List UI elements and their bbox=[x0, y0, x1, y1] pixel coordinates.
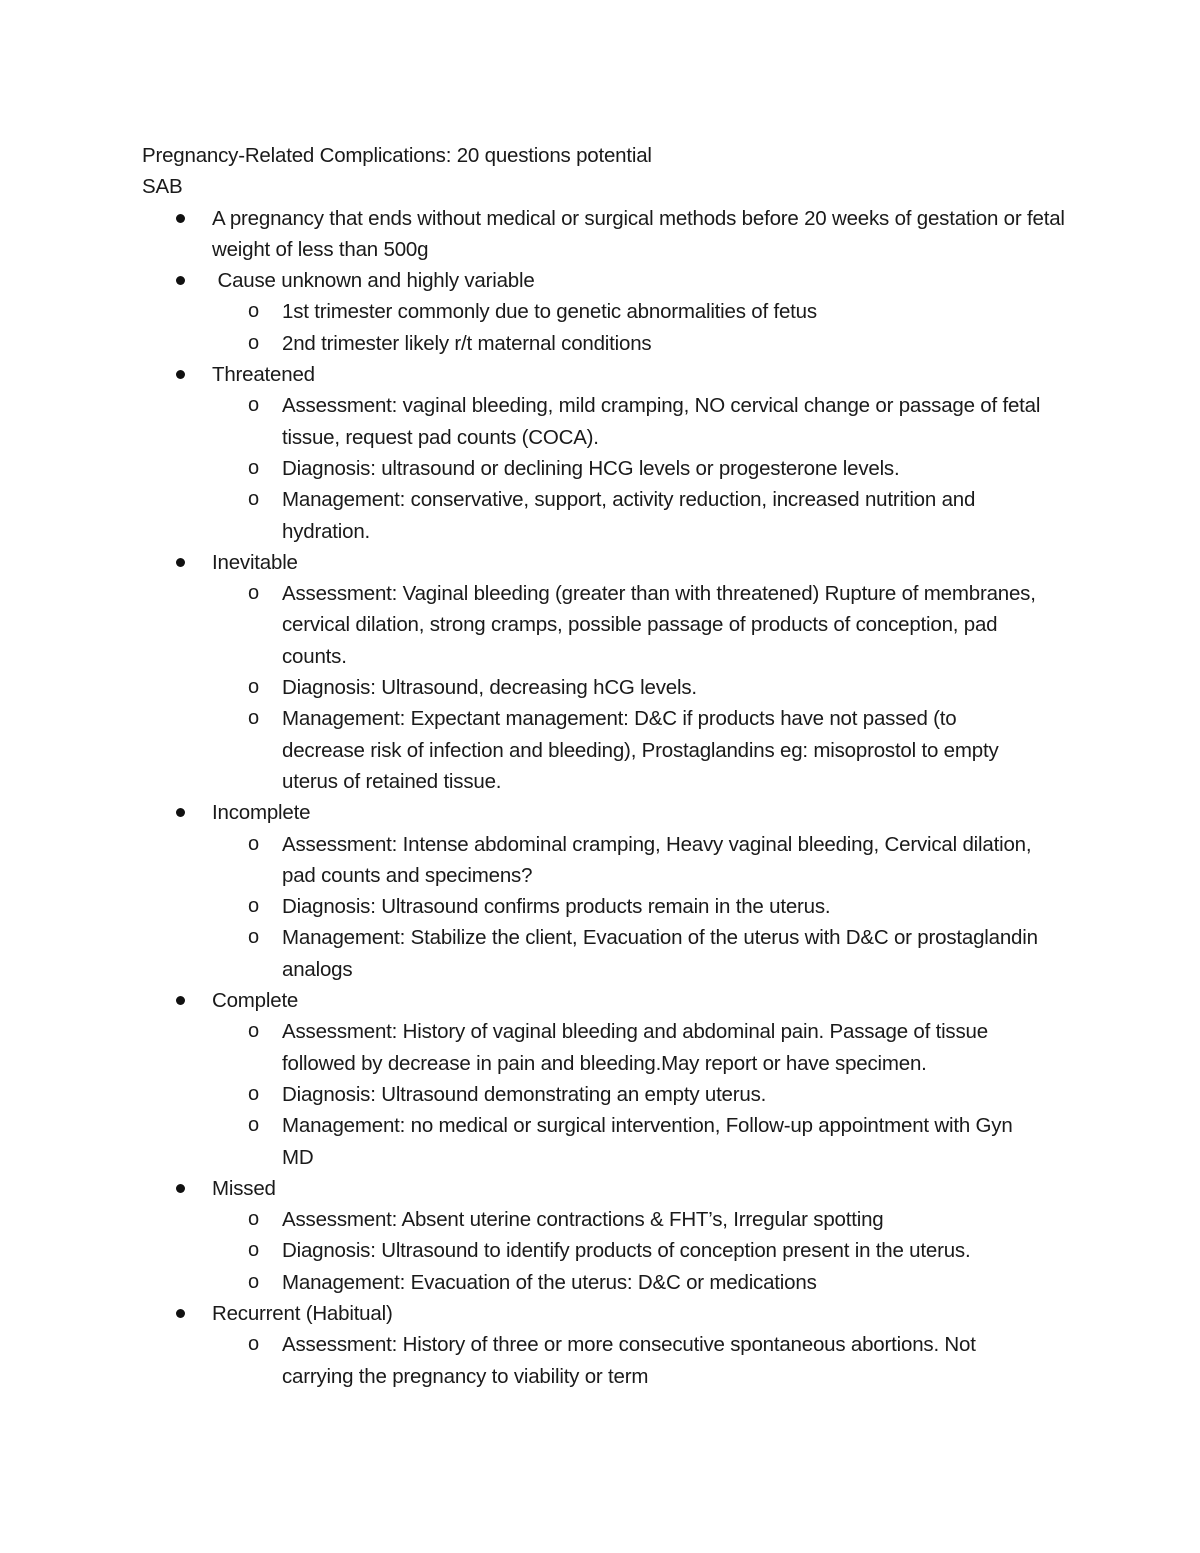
sub-list bbox=[212, 1204, 1072, 1298]
outline-item-text: A pregnancy that ends without medical or surgical methods before 20 weeks of gestation or fetal weight of less than 500g bbox=[212, 206, 1071, 261]
outline-item bbox=[142, 985, 1072, 1173]
sub-item bbox=[212, 672, 1072, 703]
document-title: Pregnancy-Related Complications: 20 questions potential bbox=[142, 144, 652, 167]
sub-item-text: Assessment: vaginal bleeding, mild cramping, NO cervical change or passage of fetal tissue, request pad counts (COCA). bbox=[282, 394, 1041, 449]
outline-item-text: Threatened bbox=[212, 363, 315, 387]
bullet-dot-icon bbox=[176, 370, 185, 379]
sub-item bbox=[212, 453, 1072, 484]
document-body bbox=[142, 140, 1072, 1392]
circle-bullet-icon: o bbox=[248, 394, 259, 417]
outline-item bbox=[142, 1173, 1072, 1298]
sub-item bbox=[212, 1204, 1072, 1235]
outline-item-text: Missed bbox=[212, 1176, 276, 1200]
sub-item-text: Assessment: Absent uterine contractions & FHT’s, Irregular spotting bbox=[282, 1208, 884, 1232]
circle-bullet-icon: o bbox=[248, 832, 259, 855]
outline-list bbox=[142, 203, 1072, 1392]
sub-list bbox=[212, 578, 1072, 797]
bullet-dot-icon bbox=[176, 996, 185, 1005]
bullet-dot-icon bbox=[176, 808, 185, 817]
outline-item-text: Recurrent (Habitual) bbox=[212, 1301, 393, 1325]
sub-list bbox=[212, 390, 1072, 546]
circle-bullet-icon: o bbox=[248, 488, 259, 511]
outline-item-text: Complete bbox=[212, 989, 299, 1013]
bullet-dot-icon bbox=[176, 558, 185, 567]
circle-bullet-icon: o bbox=[248, 300, 259, 323]
sub-item bbox=[212, 1079, 1072, 1110]
sub-item-text: Assessment: Vaginal bleeding (greater than with threatened) Rupture of membranes, cervical dilation, strong cramps, possible passage of products of conception, pad counts. bbox=[282, 582, 1036, 668]
sub-item bbox=[212, 1016, 1072, 1079]
bullet-dot-icon bbox=[176, 276, 185, 285]
bullet-dot-icon bbox=[176, 214, 185, 223]
outline-item bbox=[142, 265, 1072, 359]
sub-item-text: Management: no medical or surgical intervention, Follow-up appointment with Gyn MD bbox=[282, 1114, 1013, 1169]
circle-bullet-icon: o bbox=[248, 895, 259, 918]
circle-bullet-icon: o bbox=[248, 331, 259, 354]
sub-item bbox=[212, 922, 1072, 985]
bullet-dot-icon bbox=[176, 1309, 185, 1318]
bullet-dot-icon bbox=[176, 1184, 185, 1193]
sub-item bbox=[212, 1329, 1072, 1392]
outline-item-text: Cause unknown and highly variable bbox=[212, 269, 535, 293]
sub-list bbox=[212, 1329, 1072, 1392]
sub-item-text: Management: conservative, support, activity reduction, increased nutrition and hydration. bbox=[282, 488, 976, 543]
outline-item bbox=[142, 547, 1072, 797]
section-heading: SAB bbox=[142, 175, 183, 199]
circle-bullet-icon: o bbox=[248, 676, 259, 699]
sub-item bbox=[212, 1235, 1072, 1266]
sub-item-text: Diagnosis: Ultrasound confirms products remain in the uterus. bbox=[282, 895, 831, 919]
sub-item bbox=[212, 484, 1072, 547]
circle-bullet-icon: o bbox=[248, 1114, 259, 1137]
circle-bullet-icon: o bbox=[248, 1270, 259, 1293]
outline-item bbox=[142, 1298, 1072, 1392]
sub-item bbox=[212, 328, 1072, 359]
sub-item bbox=[212, 1110, 1072, 1173]
sub-item-text: 2nd trimester likely r/t maternal conditions bbox=[282, 331, 652, 355]
sub-item bbox=[212, 296, 1072, 327]
circle-bullet-icon: o bbox=[248, 1020, 259, 1043]
circle-bullet-icon: o bbox=[248, 456, 259, 479]
sub-item-text: Assessment: History of three or more consecutive spontaneous abortions. Not carrying the pregnancy to viability or term bbox=[282, 1333, 976, 1388]
sub-item bbox=[212, 578, 1072, 672]
circle-bullet-icon: o bbox=[248, 926, 259, 949]
sub-item-text: Management: Stabilize the client, Evacuation of the uterus with D&C or prostaglandin analogs bbox=[282, 926, 1038, 981]
sub-item bbox=[212, 703, 1072, 797]
sub-item-text: Diagnosis: ultrasound or declining HCG levels or progesterone levels. bbox=[282, 456, 900, 480]
sub-item-text: Management: Expectant management: D&C if products have not passed (to decrease risk of infection and bleeding), Prostaglandins eg: misoprostol to empty uterus of retained tissue. bbox=[282, 707, 999, 793]
sub-item-text: Assessment: History of vaginal bleeding and abdominal pain. Passage of tissue followed by decrease in pain and bleeding.May report or have specimen. bbox=[282, 1020, 988, 1075]
sub-item bbox=[212, 1267, 1072, 1298]
sub-item-text: Assessment: Intense abdominal cramping, Heavy vaginal bleeding, Cervical dilation, pad counts and specimens? bbox=[282, 832, 1032, 887]
outline-item bbox=[142, 203, 1072, 266]
sub-item-text: Diagnosis: Ultrasound demonstrating an empty uterus. bbox=[282, 1082, 767, 1106]
sub-item bbox=[212, 891, 1072, 922]
circle-bullet-icon: o bbox=[248, 1082, 259, 1105]
sub-item-text: Diagnosis: Ultrasound, decreasing hCG levels. bbox=[282, 676, 697, 700]
outline-item bbox=[142, 797, 1072, 985]
outline-item-text: Inevitable bbox=[212, 550, 298, 574]
sub-list bbox=[212, 296, 1072, 359]
sub-item bbox=[212, 829, 1072, 892]
sub-item-text: 1st trimester commonly due to genetic abnormalities of fetus bbox=[282, 300, 817, 324]
sub-list bbox=[212, 1016, 1072, 1172]
outline-item bbox=[142, 359, 1072, 547]
sub-list bbox=[212, 829, 1072, 985]
circle-bullet-icon: o bbox=[248, 1208, 259, 1231]
sub-item-text: Diagnosis: Ultrasound to identify products of conception present in the uterus. bbox=[282, 1239, 971, 1263]
circle-bullet-icon: o bbox=[248, 707, 259, 730]
circle-bullet-icon: o bbox=[248, 1333, 259, 1356]
outline-item-text: Incomplete bbox=[212, 801, 311, 825]
circle-bullet-icon: o bbox=[248, 1239, 259, 1262]
sub-item bbox=[212, 390, 1072, 453]
circle-bullet-icon: o bbox=[248, 582, 259, 605]
sub-item-text: Management: Evacuation of the uterus: D&C or medications bbox=[282, 1270, 817, 1294]
